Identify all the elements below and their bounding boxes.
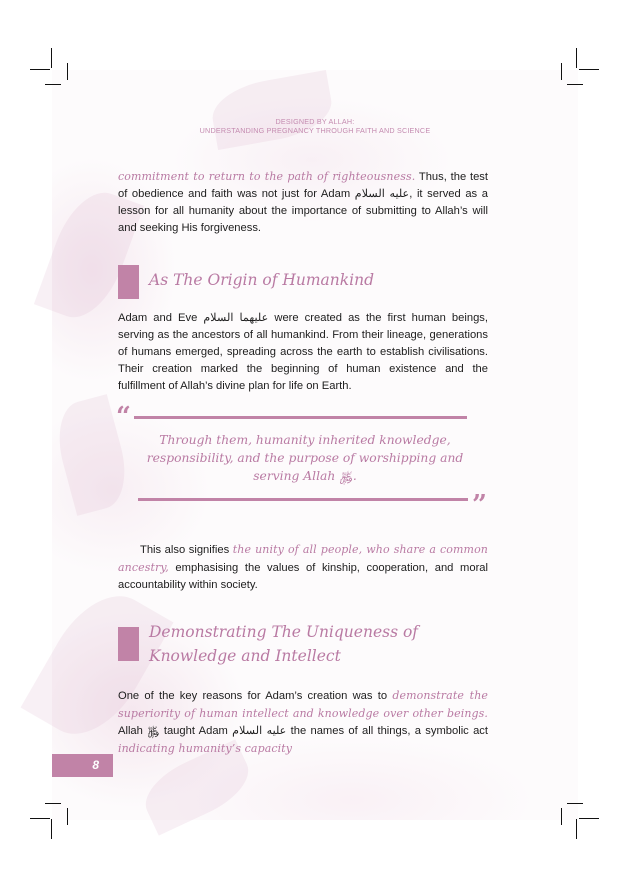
crop-mark-br-h2 [567,803,583,804]
followup-lead: This also signifies [140,544,233,556]
close-quote-icon: ” [472,490,487,520]
intro-paragraph [118,168,488,237]
crop-mark-br-v2 [561,808,562,825]
heading-accent-bar [118,627,139,661]
running-header [150,117,480,135]
crop-mark-tr-h [579,69,599,70]
page-number: 8 [52,754,113,777]
intro-emphasis: commitment to return to the path of righteousness. [118,170,416,183]
crop-mark-tr-v2 [561,63,562,80]
quote-text: Through them, humanity inherited knowledge, responsibility, and the purpose of worshipping and serving Allah ﷿. [146,433,464,483]
quote-bottom-rule [138,498,468,501]
section-heading-origin [118,265,488,299]
running-header-line1: DESIGNED BY ALLAH: [275,117,355,126]
crop-mark-tr-v [576,48,577,68]
section-heading-text: As The Origin of Humankind [149,271,375,289]
section1-paragraph-block [118,310,488,395]
followup-tail: emphasising the values of kinship, cooperation, and moral accountability within society. [118,562,488,591]
section2-middle: Allah ﷿ taught Adam عليه السلام the names of all things, a symbolic act [118,725,488,737]
quote-top-rule [134,416,467,419]
crop-mark-bl-h2 [45,803,61,804]
crop-mark-bl-h [30,818,50,819]
crop-mark-tr-h2 [567,84,583,85]
open-quote-icon: “ [116,402,131,432]
section1-followup-paragraph [118,541,488,594]
crop-mark-br-v [576,819,577,839]
crop-mark-tl-h2 [45,84,61,85]
section1-followup-block [118,541,488,594]
followup-emphasis: the unity of all people, who share a common ancestry, [118,543,488,574]
crop-mark-tl-v [51,48,52,68]
section1-paragraph: Adam and Eve عليهما السلام were created as the first human beings, serving as the ancestors of all humankind. From their lineage, generations of humans emerged, spreading across the earth to establish civilisations. Their creation marked the beginning of human existence and the fulfillment of Allah’s divine plan for life on Earth. [118,312,488,392]
section2-emphasis-1: demonstrate the superiority of human intellect and knowledge over other beings. [118,689,489,720]
crop-mark-tl-v2 [67,63,68,80]
section2-emphasis-2: indicating humanity’s capacity [118,742,293,755]
crop-mark-tl-h [30,69,50,70]
section2-paragraph-block [118,687,488,758]
crop-mark-bl-v2 [67,808,68,825]
intro-text: Thus, the test of obedience and faith was not just for Adam عليه السلام, it served as a lesson for all humanity about the importance of submitting to Allah’s will and seeking His forgiveness. [118,171,488,234]
crop-mark-bl-v [51,819,52,839]
section2-lead: One of the key reasons for Adam’s creation was to [118,690,393,702]
heading-accent-bar [118,265,139,299]
intro-paragraph-block [118,168,488,237]
floral-watermark-leaf [208,70,337,150]
crop-mark-br-h [579,818,599,819]
section-heading-text: Demonstrating The Uniqueness of Knowledge and Intellect [149,623,419,665]
running-header-line2: UNDERSTANDING PREGNANCY THROUGH FAITH AND SCIENCE [199,126,431,135]
section-heading-knowledge [118,623,488,668]
section2-paragraph [118,687,488,758]
